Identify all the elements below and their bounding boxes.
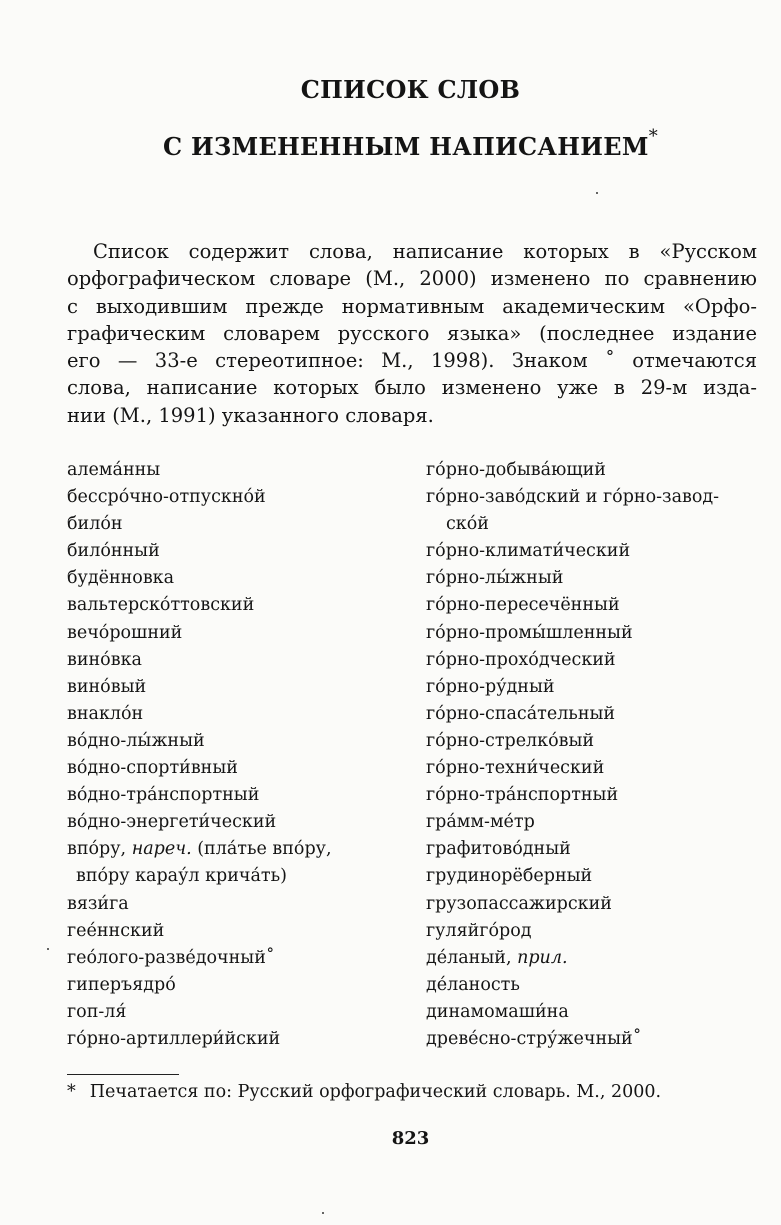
- word-entry: [67, 755, 397, 782]
- word-example: (пла́тье впо́ру,: [191, 839, 332, 860]
- grammar-label: прил.: [517, 947, 568, 968]
- word-entry: [67, 592, 397, 619]
- word-text: го́рно-пересечённый: [426, 595, 620, 616]
- word-text: било́нный: [67, 541, 160, 562]
- word-text: гоп-ля́: [67, 1001, 127, 1022]
- word-entry: [426, 728, 761, 755]
- intro-line: его — 33-е стереотипное: М., 1998). Знаком ˚ отмечаются: [67, 349, 757, 373]
- word-text: внакло́н: [67, 703, 144, 724]
- word-text: гиперъядро́: [67, 974, 176, 995]
- word-text: де́ланость: [426, 974, 520, 995]
- footnote-mark: *: [67, 1082, 76, 1102]
- word-text: динамомаши́на: [426, 1001, 569, 1022]
- word-text: гуляйго́род: [426, 920, 532, 941]
- word-text: впо́ру карау́л крича́ть): [76, 866, 287, 887]
- footnote: [67, 1082, 661, 1102]
- word-entry: [426, 918, 761, 945]
- print-speck: [596, 192, 598, 194]
- word-text: гра́мм-ме́тр: [426, 812, 535, 833]
- word-entry: [426, 891, 761, 918]
- intro-line: с выходившим прежде нормативным академическим «Орфо-: [67, 294, 757, 318]
- word-entry: [67, 918, 397, 945]
- word-list-right-column: [426, 457, 761, 1053]
- word-entry: [67, 836, 397, 863]
- intro-line: графическим словарем русского языка» (последнее издание: [67, 321, 757, 345]
- word-entry: [426, 484, 761, 511]
- word-text: го́рно-стрелко́вый: [426, 730, 595, 751]
- title-footnote-mark: *: [648, 126, 659, 147]
- page-number: 823: [391, 1128, 430, 1149]
- word-entry: [67, 647, 397, 674]
- intro-line: слова, написание которых было изменено уже в 29-м изда-: [67, 376, 757, 400]
- intro-paragraph: [67, 238, 757, 429]
- word-text: го́рно-тра́нспортный: [426, 785, 619, 806]
- word-entry: [67, 538, 397, 565]
- word-text: го́рно-спаса́тельный: [426, 703, 616, 724]
- word-text: го́рно-промы́шленный: [426, 622, 633, 643]
- word-text: вино́вка: [67, 649, 142, 670]
- word-entry: [426, 972, 761, 999]
- word-entry: [67, 1026, 397, 1053]
- word-entry: [67, 457, 397, 484]
- word-list-left-column: [67, 457, 397, 1053]
- word-text: впо́ру,: [67, 839, 132, 860]
- word-entry: [67, 782, 397, 809]
- word-text: вечо́рошний: [67, 622, 183, 643]
- word-text: го́рно-прохо́дческий: [426, 649, 616, 670]
- print-speck: [47, 948, 49, 950]
- word-text: бессро́чно-отпускно́й: [67, 487, 266, 508]
- word-entry: [67, 565, 397, 592]
- word-entry: [67, 620, 397, 647]
- word-entry: [67, 972, 397, 999]
- word-text: во́дно-тра́нспортный: [67, 785, 260, 806]
- word-entry: [67, 891, 397, 918]
- word-entry: [426, 782, 761, 809]
- word-text: ско́й: [446, 514, 489, 535]
- word-entry: [426, 999, 761, 1026]
- grammar-label: нареч.: [131, 839, 192, 860]
- word-entry: [426, 457, 761, 484]
- intro-line: орфографическом словаре (М., 2000) изменено по сравнению: [67, 267, 757, 291]
- word-text: во́дно-энергети́ческий: [67, 812, 277, 833]
- word-entry: [426, 809, 761, 836]
- word-entry: [426, 565, 761, 592]
- title-line-2: [20, 126, 781, 161]
- word-text: де́ланый,: [426, 947, 518, 968]
- word-entry: [426, 511, 761, 538]
- word-entry: [426, 836, 761, 863]
- footnote-text: Печатается по: Русский орфографический словарь. М., 2000.: [89, 1082, 662, 1102]
- title-line-1: СПИСОК СЛОВ: [300, 75, 521, 104]
- word-text: вино́вый: [67, 676, 147, 697]
- word-text: го́рно-климати́ческий: [426, 541, 631, 562]
- word-entry: [67, 809, 397, 836]
- word-text: го́рно-техни́ческий: [426, 758, 605, 779]
- word-text: во́дно-спорти́вный: [67, 758, 238, 779]
- word-text: го́рно-добыва́ющий: [426, 460, 606, 480]
- word-entry: [67, 728, 397, 755]
- word-entry: [426, 647, 761, 674]
- word-text: древе́сно-стру́жечный˚: [426, 1028, 642, 1049]
- word-text: вальтерско́ттовский: [67, 595, 255, 616]
- word-entry: [67, 674, 397, 701]
- word-entry: [426, 945, 761, 972]
- word-text: гее́ннский: [67, 920, 165, 941]
- word-text: алема́нны: [67, 460, 161, 480]
- word-text: го́рно-лы́жный: [426, 568, 564, 589]
- word-text: го́рно-ру́дный: [426, 676, 555, 697]
- word-entry: [426, 592, 761, 619]
- word-entry: [426, 863, 761, 890]
- word-entry: [426, 538, 761, 565]
- word-text: гео́лого-разве́дочный˚: [67, 947, 275, 968]
- word-entry: [426, 674, 761, 701]
- print-speck: [322, 1212, 324, 1214]
- word-entry: [67, 945, 397, 972]
- word-text: графитово́дный: [426, 839, 571, 860]
- word-text: будённовка: [67, 568, 175, 589]
- word-entry: [67, 511, 397, 538]
- word-entry: [426, 755, 761, 782]
- word-entry: [67, 999, 397, 1026]
- word-entry: [426, 620, 761, 647]
- word-text: вязи́га: [67, 893, 129, 914]
- word-entry: [67, 484, 397, 511]
- word-entry: [67, 863, 397, 890]
- word-entry: [426, 1026, 761, 1053]
- word-text: во́дно-лы́жный: [67, 730, 205, 751]
- word-text: грузопассажирский: [426, 893, 612, 914]
- title-line-2-text: С ИЗМЕНЕННЫМ НАПИСАНИЕМ: [162, 132, 649, 161]
- word-text: го́рно-заво́дский и го́рно-завод-: [426, 487, 720, 508]
- intro-line: Список содержит слова, написание которых в «Русском: [93, 240, 757, 263]
- word-text: било́н: [67, 514, 123, 535]
- word-text: го́рно-артиллери́йский: [67, 1028, 281, 1049]
- word-entry: [426, 701, 761, 728]
- word-entry: [67, 701, 397, 728]
- word-text: грудинорёберный: [426, 866, 593, 887]
- intro-line: нии (М., 1991) указанного словаря.: [67, 403, 434, 427]
- footnote-divider: [67, 1074, 179, 1075]
